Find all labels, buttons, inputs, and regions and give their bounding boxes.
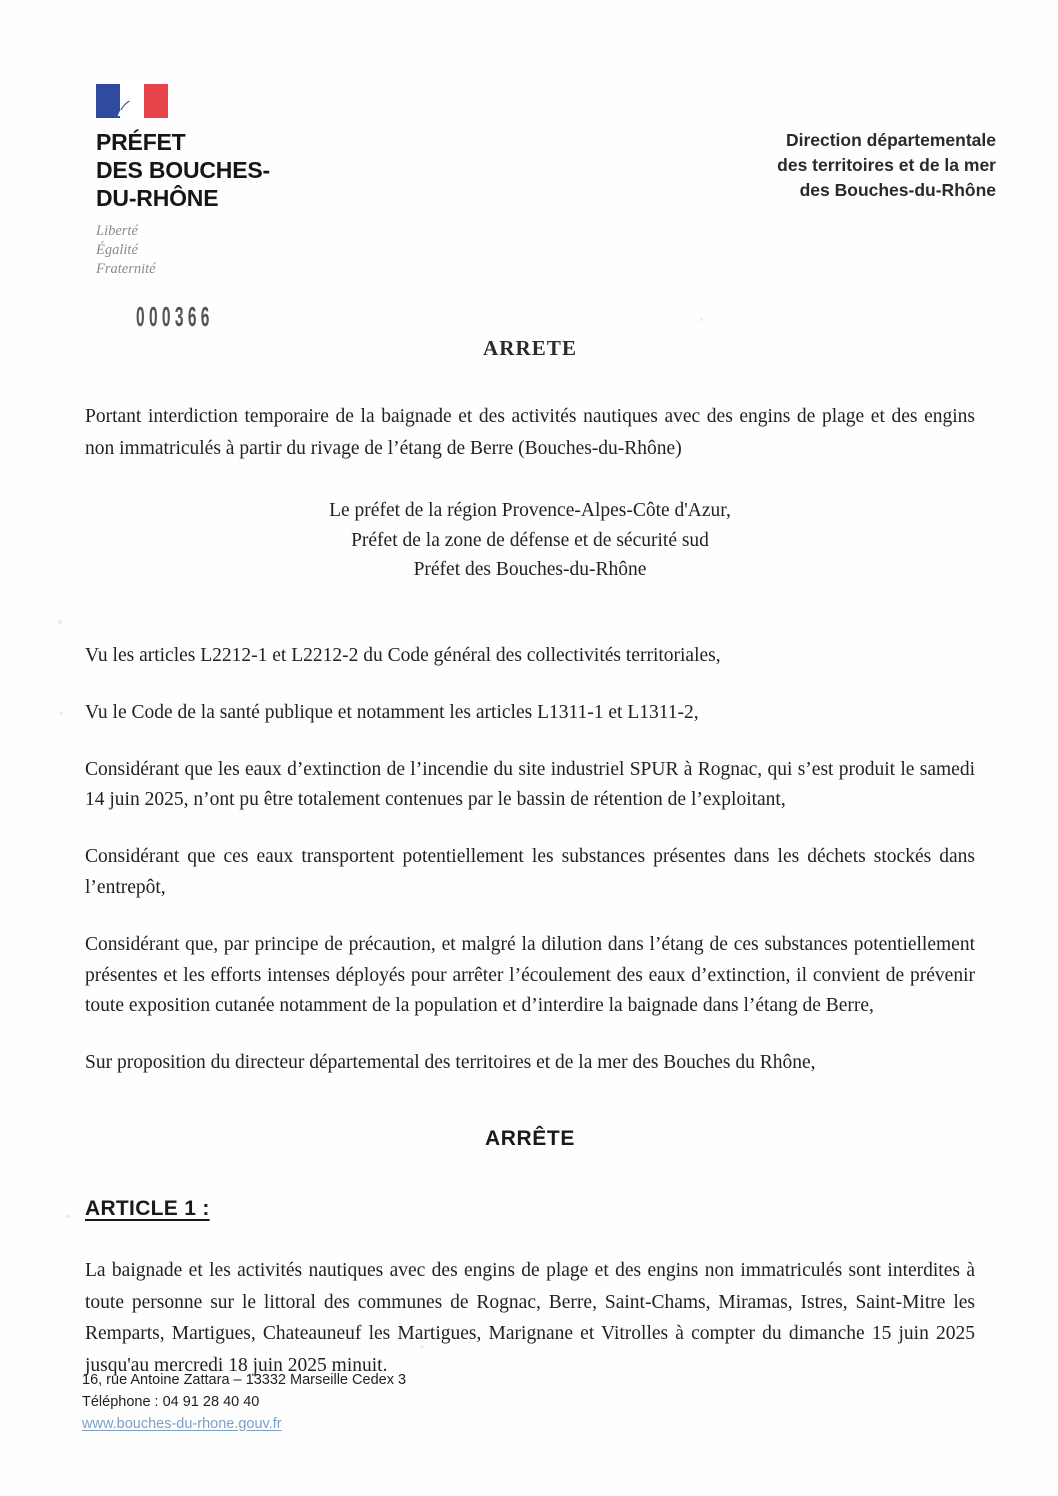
prefecture-title-line-2: DES BOUCHES-: [96, 157, 270, 184]
document-title: ARRETE: [482, 336, 578, 360]
signatory-title-line-3: Préfet des Bouches-du-Rhône: [413, 559, 647, 581]
motto-fraternite: Fraternité: [96, 261, 156, 278]
prefecture-title-line-1: PRÉFET: [96, 129, 186, 155]
signatory-titles: [85, 496, 975, 585]
clause-vu-1: Vu les articles L2212-1 et L2212-2 du Code général des collectivités territoriales,: [85, 645, 721, 667]
scan-speck: [66, 1215, 71, 1218]
document-subject: Portant interdiction temporaire de la baignade et des activités nautiques avec des engins de plage et des engins non immatriculés à partir du rivage de l’étang de Berre (Bouches-du-Rhône): [85, 406, 975, 459]
republic-motto: [96, 222, 396, 279]
prefecture-logo-block: [96, 84, 396, 280]
article-1-heading: ARTICLE 1 :: [85, 1197, 210, 1220]
decision-heading: ARRÊTE: [485, 1127, 575, 1150]
motto-liberte: Liberté: [96, 223, 138, 240]
clause-vu-2: Vu le Code de la santé publique et notamment les articles L1311-1 et L1311-2,: [85, 701, 699, 723]
issuing-department: [777, 128, 996, 203]
department-line-1: Direction départementale: [785, 130, 996, 150]
clause-considerant-3: Considérant que, par principe de précaution, et malgré la dilution dans l’étang de ces substances potentiellement présentes et les efforts intenses déployés pour arrêter l’écoulement des eaux d’extinction, il convient de prévenir toute exposition cutanée notamment de la population et d’interdire la baignade dans l’étang de Berre,: [85, 933, 975, 1017]
footer-address: 16, rue Antoine Zattara – 13332 Marseille Cedex 3: [82, 1372, 407, 1388]
department-line-3: des Bouches-du-Rhône: [799, 179, 996, 200]
signatory-title-line-2: Préfet de la zone de défense et de sécurité sud: [351, 529, 709, 551]
marianne-silhouette-icon: [116, 86, 148, 116]
scan-speck: [700, 318, 703, 321]
prefecture-title-line-3: DU-RHÔNE: [96, 185, 219, 212]
document-body: [85, 336, 975, 1381]
clause-considerant-1: Considérant que les eaux d’extinction de l’incendie du site industriel SPUR à Rognac, qui s’est produit le samedi 14 juin 2025, n’ont pu être totalement contenues par le bassin de rétention de l’exploitant,: [85, 758, 975, 811]
scan-speck: [58, 620, 62, 624]
prefecture-title: [96, 128, 396, 212]
clause-considerant-2: Considérant que ces eaux transportent potentiellement les substances présentes dans les déchets stockés dans l’entrepôt,: [85, 846, 975, 899]
footer-phone: Téléphone : 04 91 28 40 40: [82, 1393, 260, 1410]
page-footer: [82, 1370, 406, 1435]
motto-egalite: Égalité: [96, 242, 138, 259]
footer-website-link[interactable]: www.bouches-du-rhone.gouv.fr: [82, 1415, 282, 1432]
french-flag-icon: [96, 84, 168, 118]
department-line-2: des territoires et de la mer: [777, 154, 996, 175]
signatory-title-line-1: Le préfet de la région Provence-Alpes-Côte d'Azur,: [329, 500, 731, 522]
stamp-number: 000366: [136, 302, 214, 333]
clause-sur-proposition: Sur proposition du directeur départemental des territoires et de la mer des Bouches du Rhône,: [85, 1052, 816, 1074]
scan-speck: [60, 712, 63, 715]
article-1-body: La baignade et les activités nautiques avec des engins de plage et des engins non immatriculés sont interdites à toute personne sur le littoral des communes de Rognac, Berre, Saint-Chams, Miramas, Istres, Saint-Mitre les Remparts, Martigues, Chateauneuf les Martigues, Marignane et Vitrolles à compter du dimanche 15 juin 2025 jusqu'au mercredi 18 juin 2025 minuit.: [85, 1260, 975, 1376]
